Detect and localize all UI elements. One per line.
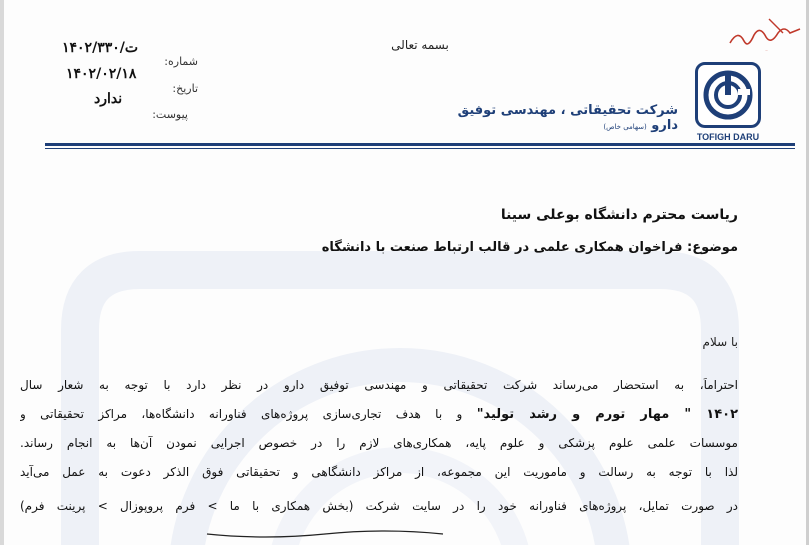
body-line-5-text: در صورت تمایل، پروژه‌های فناورانه خود را در سایت شرکت (بخش همکاری با ما > فرم پروپوزال > پرینت فرم) [20, 499, 738, 513]
body-line-4 [20, 465, 738, 479]
body-line-1-text: احتراماً، به استحضار می‌رساند شرکت تحقیقاتی و مهندسی توفیق دارو در نظر دارد با توجه به شعار سال [20, 378, 738, 392]
body-line-3 [20, 436, 738, 450]
date-label: تاریخ: [172, 82, 198, 95]
basmala: بسمه تعالی [391, 38, 449, 52]
body-line-1 [20, 378, 738, 392]
greeting: با سلام [702, 335, 738, 349]
handwritten-underline-icon [205, 528, 445, 542]
body-line-2-text: و با هدف تجاری‌سازی پروژه‌های فناورانه دانشگاه‌ها، مراکز تحقیقاتی و [20, 407, 477, 421]
attachment-label: پیوست: [152, 108, 188, 121]
year-slogan: ۱۴۰۲ " مهار تورم و رشد تولید" [476, 407, 738, 422]
company-name [430, 103, 678, 133]
letter-date: ۱۴۰۲/۰۲/۱۸ [66, 66, 137, 82]
body-line-2 [20, 407, 738, 422]
attachment-value: ندارد [94, 91, 123, 107]
letter-number: ۱۴۰۲/ت/۳۳۰ [62, 40, 139, 56]
company-logo [695, 62, 761, 128]
handwritten-note-text: ۲۲۴۳ب [765, 51, 769, 52]
body-line-5 [20, 499, 738, 513]
number-label: شماره: [164, 55, 198, 68]
header-rule-thick [45, 143, 795, 146]
logo-caption: TOFIGH DARU [696, 132, 760, 142]
company-logo-icon [698, 65, 758, 125]
scan-left-edge [0, 0, 4, 545]
company-name-text: شرکت تحقیقاتی ، مهندسی توفیق دارو [457, 103, 678, 133]
header-rule-thin [45, 148, 795, 149]
company-type: (سهامی خاص) [603, 123, 647, 131]
body-line-3-text: موسسات علمی علوم پزشکی و علوم پایه، همکاری‌های لازم را در خصوص اجرایی نمودن آن‌ها به انجام رساند. [20, 436, 738, 450]
handwritten-note-icon [725, 15, 805, 55]
subject: موضوع: فراخوان همکاری علمی در قالب ارتباط صنعت با دانشگاه [321, 240, 738, 255]
recipient: ریاست محترم دانشگاه بوعلی سینا [500, 207, 738, 223]
body-line-4-text: لذا با توجه به رسالت و ماموریت این مجموعه، از مراکز دانشگاهی و تحقیقاتی فوق الذکر دعوت به عمل می‌آید [20, 465, 738, 479]
